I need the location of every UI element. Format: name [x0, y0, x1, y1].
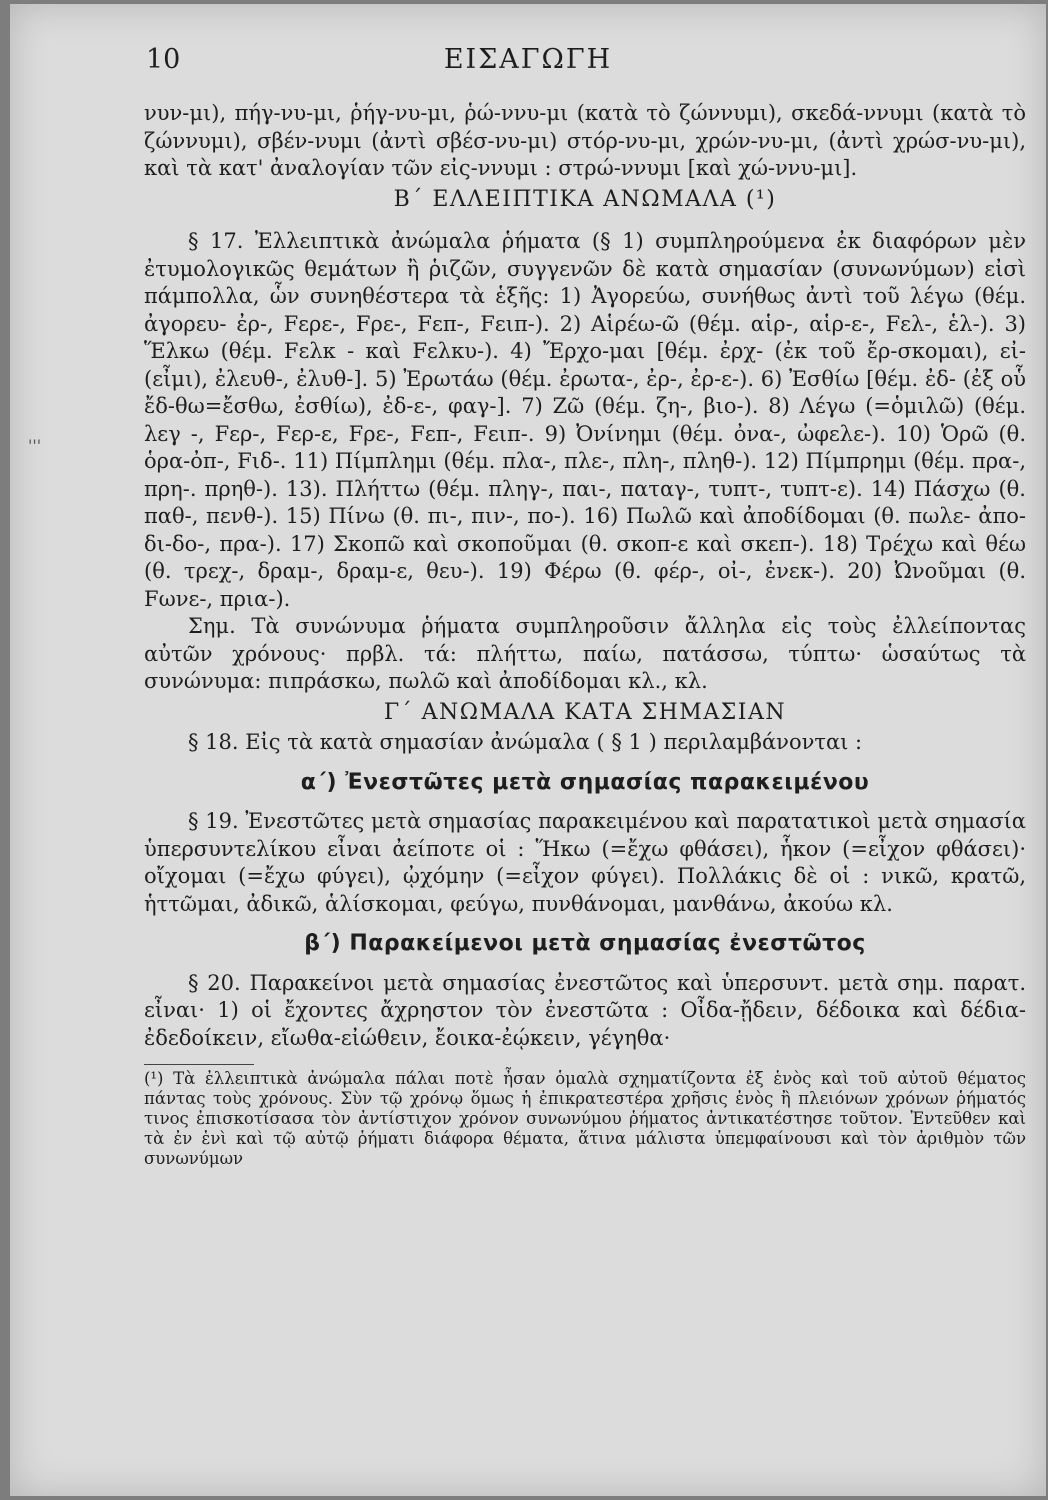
paragraph-19: § 19. Ἐνεστῶτες μετὰ σημασίας παρακειμένου καὶ παρατατικοὶ μετὰ σημασία ὑπερσυντελίκου εἶναι ἀείποτε οἱ : Ἥκω (=ἔχω φθάσει), ἧκον (=εἶχον φθάσει)· οἴχομαι (=ἔχω φύγει), ᾠχόμην (=εἶχον φύγει). Πολλάκις δὲ οἱ : νικῶ, κρατῶ, ἡττῶμαι, ἀδικῶ, ἁλίσκομαι, φεύγω, πυνθάνομαι, μανθάνω, ἀκούω κλ.: [144, 809, 1026, 916]
page-number: 10: [146, 44, 181, 75]
paragraph-20: § 20. Παρακείνοι μετὰ σημασίας ἐνεστῶτος καὶ ὑπερσυντ. μετὰ σημ. παρατ. εἶναι· 1) οἱ ἔχοντες ἄχρηστον τὸν ἐνεστῶτα : Οἶδα-ᾔδειν, δέδοικα καὶ δέδια- ἐδεδοίκειν, εἴωθα-εἰώθειν, ἔοικα-ἐῴκειν, γέγηθα·: [144, 970, 1026, 1050]
page-body: [144, 100, 1026, 1169]
paragraph-17: § 17. Ἐλλειπτικὰ ἀνώμαλα ῥήματα (§ 1) συμπληρούμενα ἐκ διαφόρων μὲν ἐτυμολογικῶς θεμάτων ἢ ῥιζῶν, συγγενῶν δὲ κατὰ σημασίαν (συνωνύμων) εἰσὶ πάμπολλα, ὧν συνηθέστερα τὰ ἑξῆς: 1) Ἀγορεύω, συνήθως ἀντὶ τοῦ λέγω (θέμ. ἀγορευ- ἐρ-, Fερε-, Fρε-, Fεπ-, Fειπ-). 2) Αἱρέω-ῶ (θέμ. αἱρ-, αἱρ-ε-, Fελ-, ἑλ-). 3) Ἕλκω (θέμ. Fελκ - καὶ Fελκυ-). 4) Ἔρχο-μαι [θέμ. ἐρχ- (ἐκ τοῦ ἔρ-σκομαι), εἰ- (εἶμι), ἐλευθ-, ἐλυθ-]. 5) Ἐρωτάω (θέμ. ἐρωτα-, ἐρ-, ἐρ-ε-). 6) Ἐσθίω [θέμ. ἐδ- (ἐξ οὗ ἔδ-θω=ἔσθω, ἐσθίω), ἐδ-ε-, φαγ-]. 7) Ζῶ (θέμ. ζη-, βιο-). 8) Λέγω (=ὁμιλῶ) (θέμ. λεγ -, Fερ-, Fερ-ε, Fρε-, Fεπ-, Fειπ-. 9) Ὀνίνημι (θέμ. ὀνα-, ὠφελε-). 10) Ὁρῶ (θ. ὁρα-ὀπ-, Fιδ-. 11) Πίμπλημι (θέμ. πλα-, πλε-, πλη-, πληθ-). 12) Πίμπρημι (θέμ. πρα-, πρη-. πρηθ-). 13). Πλήττω (θέμ. πληγ-, παι-, παταγ-, τυπτ-, τυπτ-ε). 14) Πάσχω (θ. παθ-, πενθ-). 15) Πίνω (θ. πι-, πιν-, πο-). 16) Πωλῶ καὶ ἀποδίδομαι (θ. πωλε- ἀπο-δι-δο-, πρα-). 17) Σκοπῶ καὶ σκοποῦμαι (θ. σκοπ-ε καὶ σκεπ-). 18) Τρέχω καὶ θέω (θ. τρεχ-, δραμ-, δραμ-ε, θευ-). 19) Φέρω (θ. φέρ-, οἰ-, ἐνεκ-). 20) Ὠνοῦμαι (θ. Fωνε-, πρια-).: [144, 229, 1026, 611]
running-title: ΕΙΣΑΓΩΓΗ: [443, 44, 613, 75]
subsection-heading-a: α΄) Ἐνεστῶτες μετὰ σημασίας παρακειμένου: [300, 769, 870, 795]
footnote: (¹) Τὰ ἐλλειπτικὰ ἀνώμαλα πάλαι ποτὲ ἦσαν ὁμαλὰ σχηματίζοντα ἐξ ἑνὸς καὶ τοῦ αὐτοῦ θέματος πάντας τοὺς χρόνους. Σὺν τῷ χρόνῳ ὅμως ἡ ἐπικρατεστέρα χρῆσις ἑνὸς ἢ πλειόνων χρόνων ῥήματός τινος ἐπισκοτίσασα τὸν ἀντίστιχον χρόνον συνωνύμου ῥήματος ἀντικατέστησε τοῦτον. Ἐντεῦθεν καὶ τὰ ἐν ἑνὶ καὶ τῷ αὐτῷ ῥήματι διάφορα θέματα, ἅτινα μάλιστα ὑπεμφαίνουσι καὶ τὸν ἀριθμὸν τῶν συνωνύμων: [144, 1069, 1026, 1168]
note-paragraph: Σημ. Τὰ συνώνυμα ῥήματα συμπληροῦσιν ἄλληλα εἰς τοὺς ἐλλείποντας αὐτῶν χρόνους· πρβλ. τά: πλήττω, παίω, πατάσσω, τύπτω· ὡσαύτως τὰ συνώνυμα: πιπράσκω, πωλῶ καὶ ἀποδίδομαι κλ., κλ.: [144, 614, 1026, 693]
footnote-rule: [144, 1064, 254, 1065]
paragraph-18: § 18. Εἰς τὰ κατὰ σημασίαν ἀνώμαλα ( § 1 ) περιλαμβάνονται :: [188, 730, 863, 754]
paragraph-continuation: νυν-μι), πήγ-νυ-μι, ῥήγ-νυ-μι, ῥώ-ννυ-μι (κατὰ τὸ ζώννυμι), σκεδά-ννυμι (κατὰ τὸ ζώννυμι), σβέν-νυμι (ἀντὶ σβέσ-νυ-μι) στόρ-νυ-μι, χρών-νυ-μι, (ἀντὶ χρώσ-νυ-μι), καὶ τὰ κατ' ἀναλογίαν τῶν εἰς-ννυμι : στρώ-ννυμι [καὶ χώ-ννυ-μι].: [144, 101, 1026, 180]
margin-mark: ''': [28, 436, 42, 455]
book-page: [10, 4, 1046, 1496]
subsection-heading-b: β΄) Παρακείμενοι μετὰ σημασίας ἐνεστῶτος: [304, 931, 866, 956]
page-header: [10, 44, 1046, 84]
section-heading-b: Β΄ ΕΛΛΕΙΠΤΙΚΑ ΑΝΩΜΑΛΑ (¹): [393, 186, 777, 212]
section-heading-g: Γ΄ ΑΝΩΜΑΛΑ ΚΑΤΑ ΣΗΜΑΣΙΑΝ: [383, 699, 787, 725]
